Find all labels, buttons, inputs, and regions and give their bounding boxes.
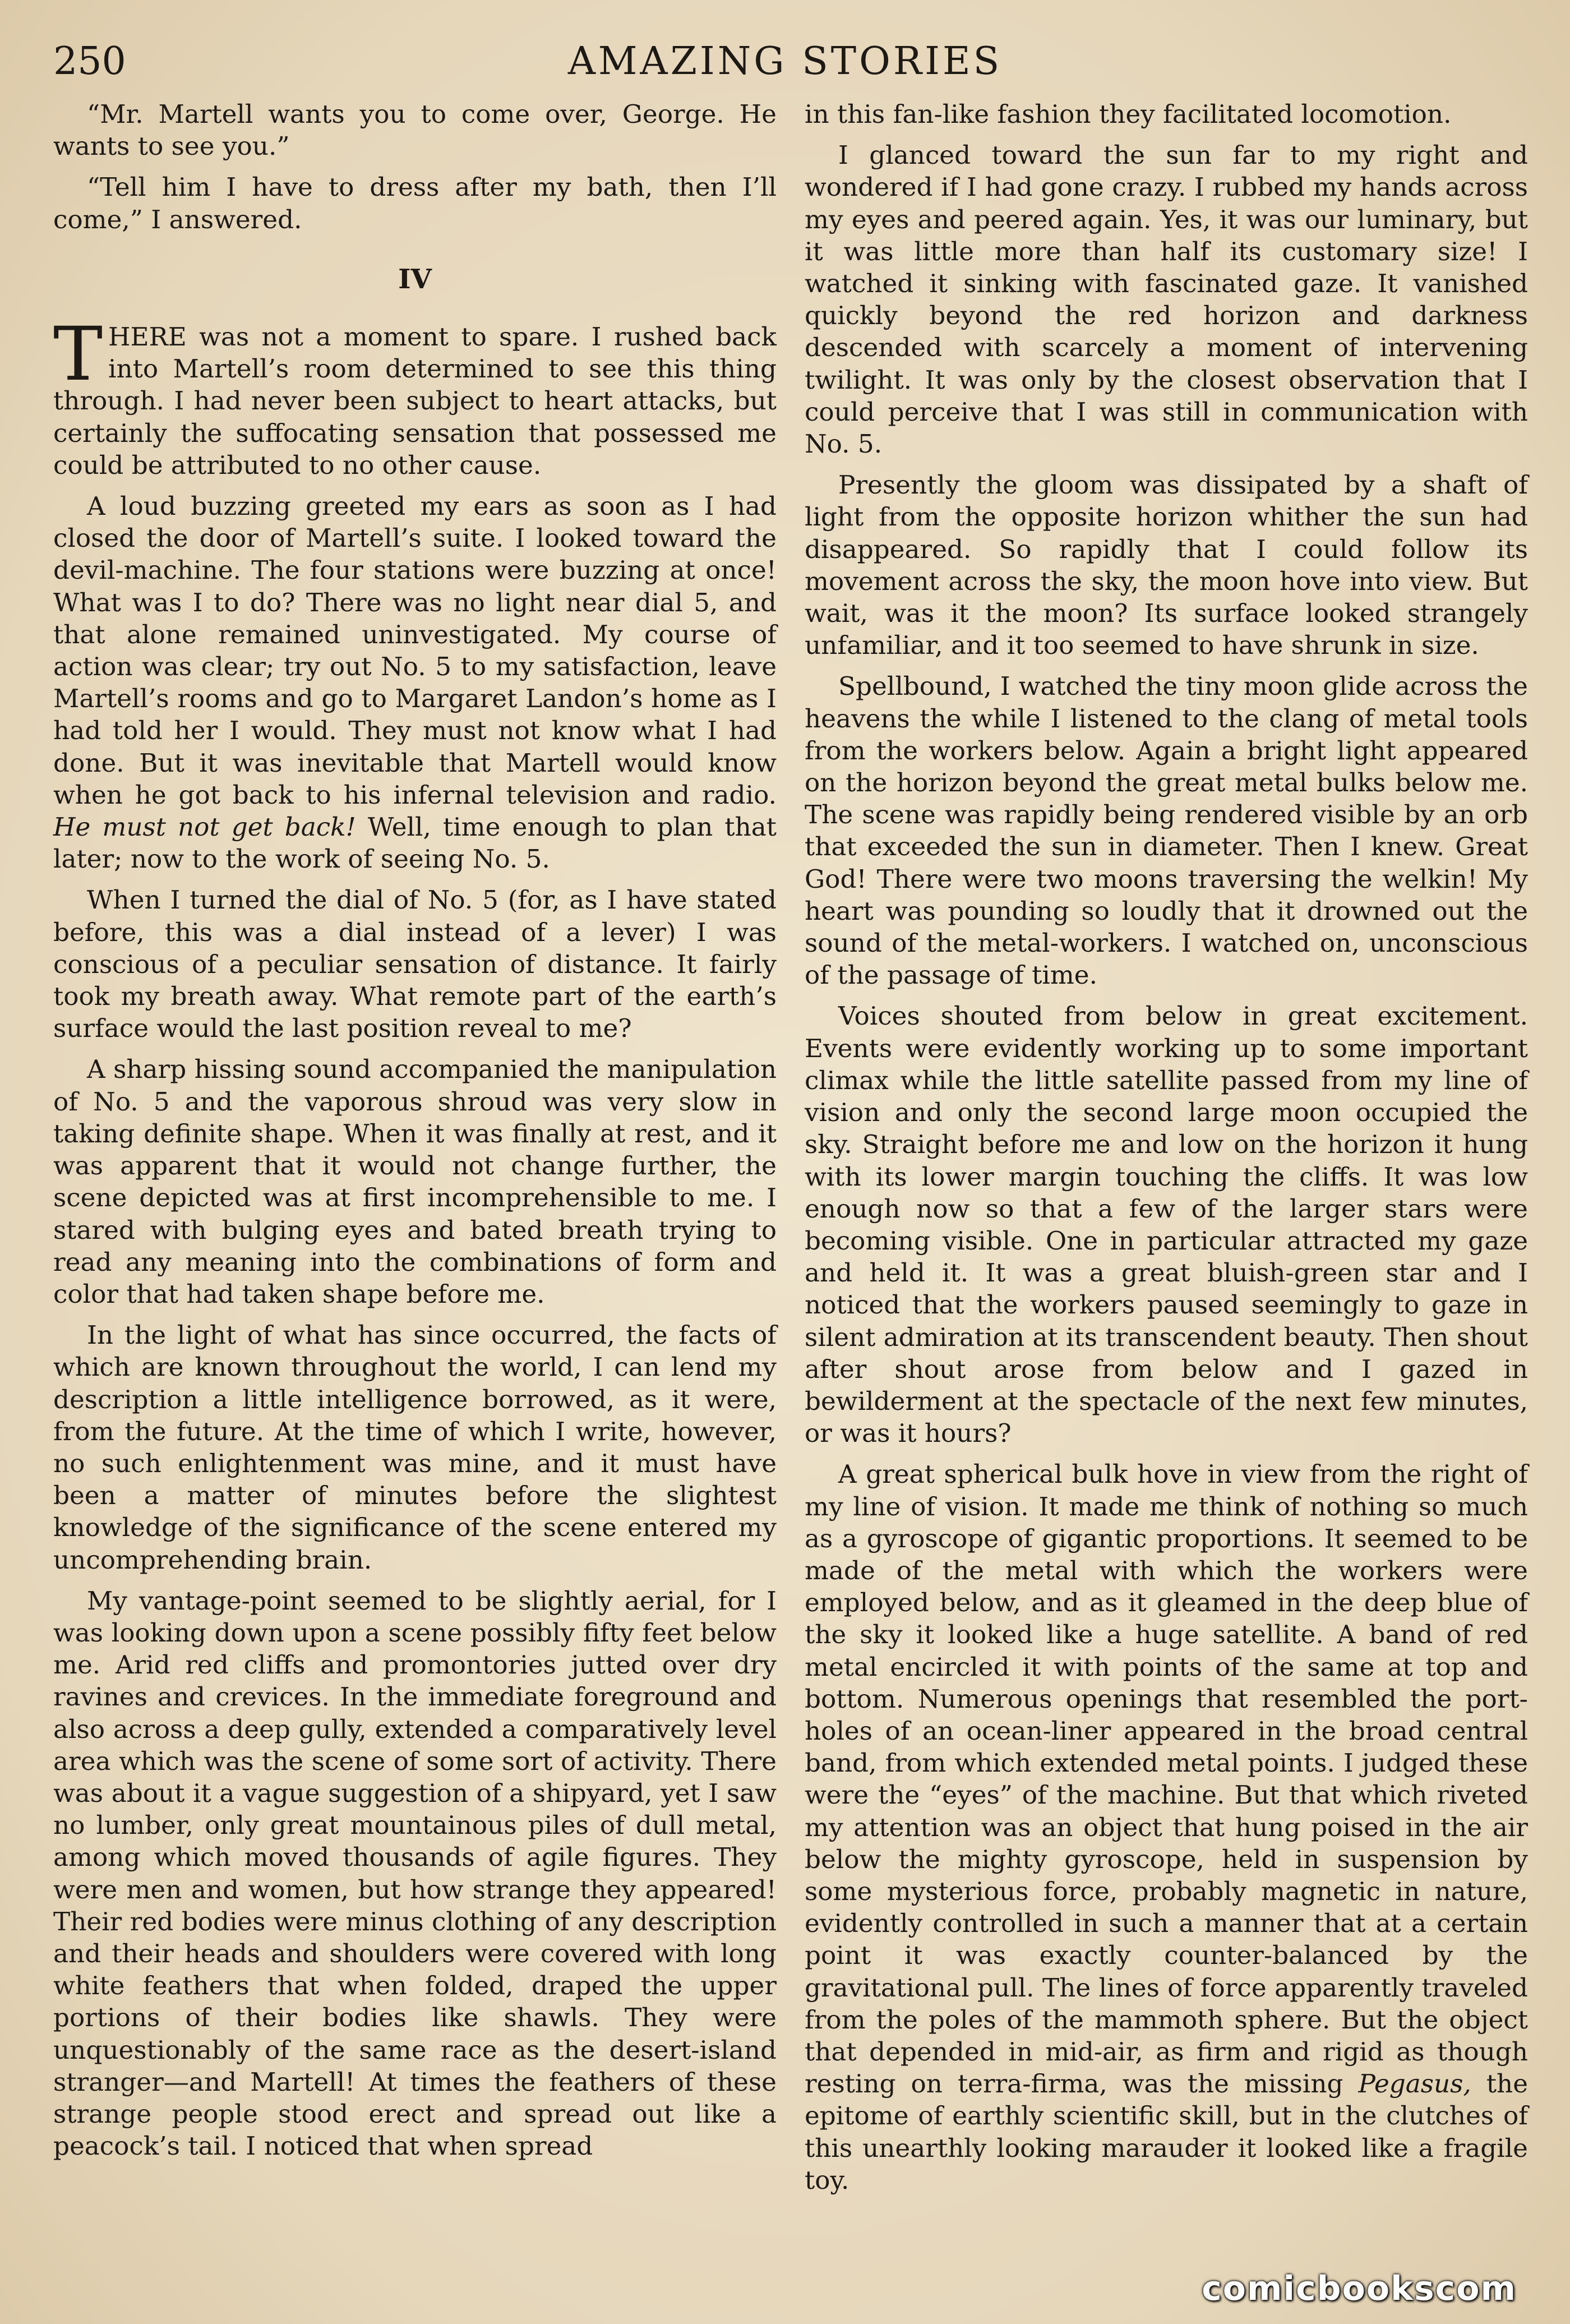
body-text: Well, time enough to plan that later; now to the work of seeing No. 5. [53, 812, 777, 874]
opening-paragraph [53, 311, 777, 481]
body-paragraph: In the light of what has since occurred, the facts of which are known throughout the world, I can lend my description a little intelligence borrowed, as it were, from the future. At the time of which I write, however, no such enlightenment was mine, and it must have been a matter of minutes before the slightest knowledge of the significance of the scene entered my uncomprehending brain. [53, 1320, 777, 1575]
page-number: 250 [53, 39, 126, 84]
body-paragraph: Spellbound, I watched the tiny moon glide across the heavens the while I listened to the clang of metal tools from the workers below. Again a bright light appeared on the horizon beyond the great metal bulks below me. The scene was rapidly being rendered visible by an orb that exceeded the sun in diameter. Then I knew. Great God! There were two moons traversing the welkin! My heart was pounding so loudly that it drowned out the sound of the metal-workers. I watched on, unconscious of the passage of time. [805, 671, 1528, 990]
body-paragraph: I glanced toward the sun far to my right and wondered if I had gone crazy. I rubbed my hands across my eyes and peered again. Yes, it was our luminary, but it was little more than half its customary size! I watched it sinking with fascinated gaze. It vanished quickly beyond the red horizon and darkness descended with scarcely a moment of intervening twilight. It was only by the closest observation that I could perceive that I was still in communication with No. 5. [805, 140, 1528, 459]
body-paragraph: When I turned the dial of No. 5 (for, as I have stated before, this was a dial instead of a lever) I was conscious of a peculiar sensation of distance. It fairly took my breath away. What remote part of the earth’s surface would the last position reveal to me? [53, 885, 777, 1044]
body-text: the epitome of earthly scientific skill, but in the clutches of this unearthly looking marauder it looked like a fragile toy. [805, 2069, 1528, 2195]
continued-paragraph: in this fan-like fashion they facilitated locomotion. [805, 99, 1452, 129]
body-paragraph: A sharp hissing sound accompanied the manipulation of No. 5 and the vaporous shroud was very slow in taking definite shape. When it was finally at rest, and it was apparent that it would not change further, the scene depicted was at first incomprehensible to me. I stared with bulging eyes and bated breath trying to read any meaning into the combinations of form and color that had taken shape before me. [53, 1054, 777, 1309]
body-paragraph: Presently the gloom was dissipated by a shaft of light from the opposite horizon whither the sun had disappeared. So rapidly that I could follow its movement across the sky, the moon hove into view. But wait, was it the moon? Its surface looked strangely unfamiliar, and it too seemed to have shrunk in size. [805, 470, 1528, 661]
body-text: A great spherical bulk hove in view from the right of my line of vision. It made me think of nothing so much as a gyroscope of gigantic proportions. It seemed to be made of the metal with which the workers were employed below, and as it gleamed in the deep blue of the sky it looked like a huge satellite. A band of red metal encircled it with points of the same at top and bottom. Numerous openings that resembled the port-holes of an ocean-liner appeared in the broad central band, from which extended metal points. I judged these were the “eyes” of the machine. But that which riveted my attention was an object that hung poised in the air below the mighty gyroscope, held in suspension by some mysterious force, probably magnetic in nature, evidently controlled in such a manner that at a certain point it was exactly counter-balanced by the gravitational pull. The lines of force apparently traveled from the poles of the mammoth sphere. But the object that depended in mid-air, as firm and rigid as though resting on terra-firma, was the missing [805, 1459, 1528, 2099]
section-number: IV [398, 263, 432, 295]
body-paragraph [53, 490, 777, 875]
site-watermark: comicbookscom [1202, 2269, 1517, 2308]
page-header [53, 39, 1517, 90]
body-paragraph [805, 1458, 1528, 2196]
dialogue-paragraph: “Mr. Martell wants you to come over, George. He wants to see you.” [53, 99, 777, 162]
body-paragraph: Voices shouted from below in great excitement. Events were evidently working up to some important climax while the little satellite passed from my line of vision and only the second large moon occupied the sky. Straight before me and low on the horizon it hung with its lower margin touching the cliffs. It was low enough now so that a few of the larger stars were becoming visible. One in particular attracted my gaze and held it. It was a great bluish-green star and I noticed that the workers paused seemingly to gaze in silent admiration at its transcendent beauty. Then shout after shout arose from below and I gazed in bewilderment at the spectacle of the next few minutes, or was it hours? [805, 1001, 1528, 1449]
right-column [805, 98, 1528, 2205]
dialogue-paragraph: “Tell him I have to dress after my bath, then I’ll come,” I answered. [53, 172, 777, 234]
emphasized-text: He must not get back! [53, 812, 356, 842]
body-text: A loud buzzing greeted my ears as soon as I had closed the door of Martell’s suite. I looked toward the devil-machine. The four stations were buzzing at once! What was I to do? There was no light near dial 5, and that alone remained uninvestigated. My course of action was clear; try out No. 5 to my satisfaction, leave Martell’s rooms and go to Margaret Landon’s home as I had told her I would. They must not know what I had done. But it was inevitable that Martell would know when he got back to his infernal television and radio. [53, 491, 777, 810]
body-paragraph: My vantage-point seemed to be slightly aerial, for I was looking down upon a scene possibly fifty feet below me. Arid red cliffs and promontories jutted over dry ravines and crevices. In the immediate foreground and also across a deep gully, extended a comparatively level area which was the scene of some sort of activity. There was about it a vague suggestion of a shipyard, yet I saw no lumber, only great mountainous piles of dull metal, among which moved thousands of agile figures. They were men and women, but how strange they appeared! Their red bodies were minus clothing of any description and their heads and shoulders were covered with long white feathers that when folded, draped the upper portions of their bodies like shawls. They were unquestionably of the same race as the desert-island stranger—and Martell! At times the feathers of these strange people stood erect and spread out like a peacock’s tail. I noticed that when spread [53, 1585, 777, 2161]
left-column [53, 98, 777, 2171]
drop-cap: T [53, 311, 103, 398]
emphasized-text: Pegasus, [1358, 2069, 1471, 2099]
opening-paragraph-text: HERE was not a moment to spare. I rushed back into Martell’s room determined to see this thing through. I had never been subject to heart attacks, but certainly the suffocating sensation that possessed me could be attributed to no other cause. [53, 322, 777, 480]
running-title: AMAZING STORIES [567, 39, 1003, 84]
